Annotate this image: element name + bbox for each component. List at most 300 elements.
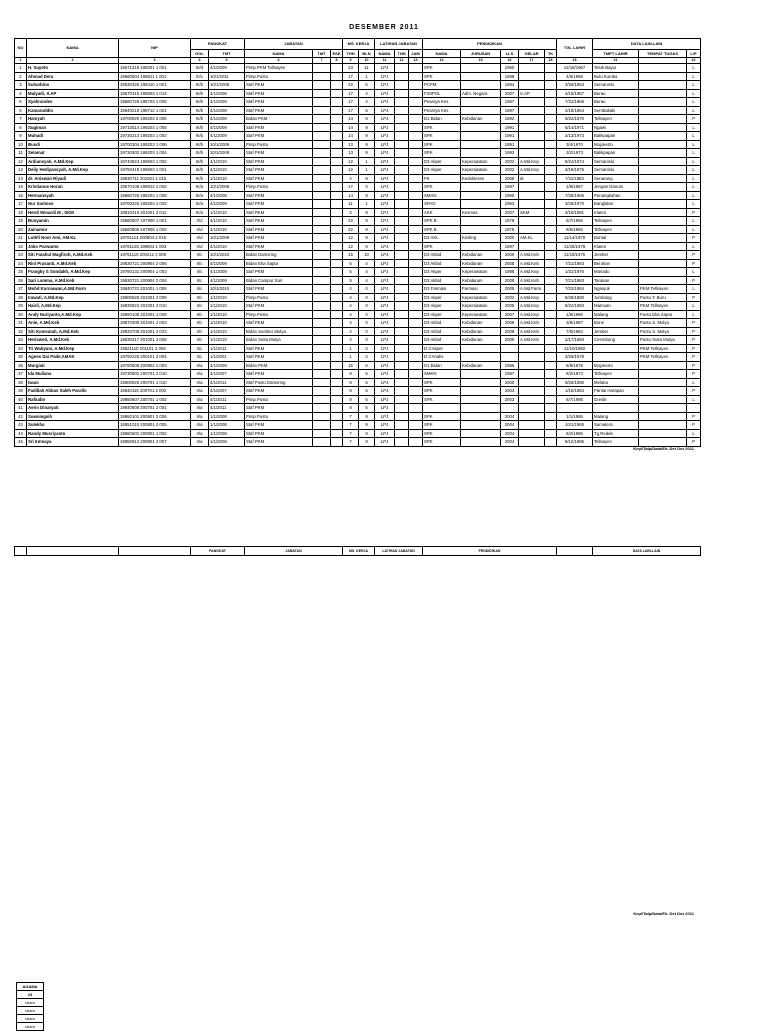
table-cell	[409, 149, 423, 158]
table-cell: 12	[343, 157, 359, 166]
table-cell	[395, 106, 409, 115]
column-number: 1	[15, 58, 27, 64]
table-cell	[313, 157, 331, 166]
table-cell	[395, 166, 409, 175]
col-ms-kerja: MS. KERJA	[343, 39, 375, 50]
column-number: 15	[461, 58, 501, 64]
table-cell: 3	[15, 81, 27, 90]
table-cell: 4/1/2009	[209, 276, 245, 285]
table-cell	[313, 115, 331, 124]
column-number: 11	[375, 58, 395, 64]
table-cell: 19800828 201001 2 009	[119, 293, 191, 302]
table-cell: LPJ	[375, 412, 395, 421]
table-cell	[545, 242, 557, 251]
table-cell: 26	[15, 276, 27, 285]
col-jab-tmt: TMT	[313, 50, 331, 58]
table-cell: 19830721 200904 2 004	[119, 276, 191, 285]
table-cell: 8	[15, 123, 27, 132]
table-cell: 19830824 201001 2 010	[119, 302, 191, 311]
table-cell	[395, 174, 409, 183]
table-cell	[395, 421, 409, 430]
table-cell	[313, 140, 331, 149]
table-cell: SPK	[423, 412, 461, 421]
table-cell	[461, 344, 501, 353]
table-cell	[395, 217, 409, 226]
table-row	[15, 395, 701, 404]
table-cell	[519, 225, 545, 234]
table-cell: II/d	[191, 217, 209, 226]
bottom-header-cell: LATIHAN JABATAN	[375, 547, 423, 556]
table-cell	[331, 395, 343, 404]
table-row	[15, 81, 701, 90]
table-cell	[313, 89, 331, 98]
table-row	[15, 106, 701, 115]
table-cell: Staf PKM	[245, 242, 313, 251]
table-cell: 1/1/2010	[209, 302, 245, 311]
table-cell	[461, 421, 501, 430]
table-cell: 9	[359, 132, 375, 141]
table-cell: 1/1/2011	[209, 344, 245, 353]
table-cell	[313, 378, 331, 387]
table-cell: L	[687, 285, 701, 294]
table-cell	[639, 191, 687, 200]
column-number: 12	[395, 58, 409, 64]
table-cell: 1/1/2008	[209, 412, 245, 421]
table-cell	[331, 429, 343, 438]
table-cell	[331, 115, 343, 124]
table-cell: 5/14/1971	[557, 123, 593, 132]
table-cell: 19860108 201001 1 008	[119, 310, 191, 319]
table-cell: D3 Akper	[423, 157, 461, 166]
table-cell: 19671218 198301 1 001	[119, 64, 191, 73]
table-cell: 12	[15, 157, 27, 166]
table-cell: 9	[359, 191, 375, 200]
table-cell: 4	[343, 285, 359, 294]
table-cell: 4	[343, 310, 359, 319]
table-cell: P	[687, 412, 701, 421]
employee-name: Sulekha	[27, 421, 119, 430]
col-tmt: TMT	[209, 50, 245, 58]
table-cell	[461, 132, 501, 141]
table-cell	[331, 421, 343, 430]
table-cell: Ngawi	[593, 123, 639, 132]
table-cell	[545, 157, 557, 166]
table-cell	[461, 217, 501, 226]
table-cell: 1996	[501, 361, 519, 370]
table-cell	[545, 149, 557, 158]
table-cell	[519, 217, 545, 226]
table-cell	[331, 353, 343, 362]
table-row	[15, 302, 701, 311]
table-cell	[545, 268, 557, 277]
table-cell	[409, 81, 423, 90]
table-cell: 4	[343, 336, 359, 345]
table-cell	[313, 336, 331, 345]
table-cell: 7	[343, 429, 359, 438]
table-cell: LPJ	[375, 293, 395, 302]
table-cell	[331, 81, 343, 90]
table-cell	[395, 293, 409, 302]
table-cell: 19830711 201001 1 016	[119, 174, 191, 183]
table-cell: 14	[343, 132, 359, 141]
table-cell: 9/26/1980	[557, 378, 593, 387]
table-row	[15, 166, 701, 175]
table-cell: Pimp.Pustu	[245, 72, 313, 81]
table-row	[15, 378, 701, 387]
employee-name: Muhadi	[27, 132, 119, 141]
table-cell	[545, 81, 557, 90]
table-cell: LPJ	[375, 285, 395, 294]
table-cell: 0	[359, 353, 375, 362]
table-cell	[331, 234, 343, 243]
table-cell	[639, 242, 687, 251]
table-cell: 7	[343, 412, 359, 421]
table-cell	[331, 200, 343, 209]
table-cell: 4/1/2010	[209, 225, 245, 234]
table-cell: P	[687, 361, 701, 370]
table-cell: Keperawatan	[461, 157, 501, 166]
table-cell	[461, 72, 501, 81]
table-cell: Bidan Campur Sari	[245, 276, 313, 285]
table-cell: 4/1/2009	[209, 132, 245, 141]
table-cell: A.Md.Kep	[519, 310, 545, 319]
table-cell	[545, 191, 557, 200]
table-cell	[519, 64, 545, 73]
table-cell: LPJ	[375, 319, 395, 328]
table-cell: III/c	[191, 72, 209, 81]
table-cell: 0	[359, 293, 375, 302]
table-cell: III/d	[191, 64, 209, 73]
table-cell: 2007	[501, 310, 519, 319]
table-cell: LPJ	[375, 276, 395, 285]
table-cell: 19851010 200801 2 005	[119, 421, 191, 430]
table-cell: 1988	[501, 72, 519, 81]
table-cell: Berau	[593, 98, 639, 107]
agama-cell: Islam	[17, 1023, 44, 1031]
table-cell: Nganjuk	[593, 285, 639, 294]
table-cell: 9	[359, 412, 375, 421]
table-cell	[409, 353, 423, 362]
table-cell: AKK	[423, 208, 461, 217]
table-cell	[409, 166, 423, 175]
table-cell: 13	[15, 166, 27, 175]
table-cell	[313, 395, 331, 404]
table-cell: 2005	[501, 285, 519, 294]
table-row	[15, 140, 701, 149]
table-cell: 9	[359, 421, 375, 430]
table-cell: II/a	[191, 387, 209, 396]
table-cell	[545, 106, 557, 115]
table-cell: 9	[359, 438, 375, 447]
table-row	[15, 327, 701, 336]
table-cell	[313, 268, 331, 277]
table-row	[15, 115, 701, 124]
table-cell	[331, 310, 343, 319]
table-cell: LPJ	[375, 251, 395, 260]
table-cell	[313, 387, 331, 396]
table-cell	[519, 183, 545, 192]
column-number: 8	[331, 58, 343, 64]
table-cell: L	[687, 106, 701, 115]
table-cell	[409, 370, 423, 379]
table-cell	[545, 302, 557, 311]
table-cell: 1	[15, 64, 27, 73]
col-pend-nama: NAMA	[423, 50, 461, 58]
table-cell: 2002	[501, 293, 519, 302]
table-cell: S.AP	[519, 89, 545, 98]
table-cell: P	[687, 319, 701, 328]
table-cell: 19830721 200904 2 006	[119, 259, 191, 268]
table-cell	[395, 276, 409, 285]
table-row	[15, 285, 701, 294]
table-cell: Bone	[593, 319, 639, 328]
table-cell	[331, 149, 343, 158]
table-cell: 18	[15, 208, 27, 217]
employee-name: Siti Komsatah, A.Md.Keb	[27, 327, 119, 336]
table-cell: A.Md.Keb	[519, 327, 545, 336]
table-cell: 4	[343, 302, 359, 311]
table-cell: III/b	[191, 166, 209, 175]
table-cell	[395, 132, 409, 141]
table-cell: 6	[359, 81, 375, 90]
table-cell: 2008	[501, 327, 519, 336]
table-cell: Semanislo	[593, 157, 639, 166]
table-cell: III/b	[191, 157, 209, 166]
table-cell	[639, 140, 687, 149]
col-nip: NIP	[119, 39, 191, 58]
table-cell	[639, 72, 687, 81]
table-cell	[639, 81, 687, 90]
table-cell	[545, 438, 557, 447]
table-cell	[639, 64, 687, 73]
table-cell: Keperawatan	[461, 310, 501, 319]
table-row	[15, 225, 701, 234]
table-row	[15, 310, 701, 319]
table-cell: LPJ	[375, 200, 395, 209]
table-row	[15, 123, 701, 132]
table-cell	[313, 132, 331, 141]
table-cell	[519, 98, 545, 107]
table-cell: 10/1/2008	[209, 81, 245, 90]
table-cell	[461, 183, 501, 192]
table-cell: 11/25/1978	[557, 242, 593, 251]
table-cell	[395, 123, 409, 132]
table-row	[15, 293, 701, 302]
table-cell	[409, 115, 423, 124]
table-cell: Staf PKM	[245, 174, 313, 183]
table-cell	[409, 361, 423, 370]
table-cell: LPJ	[375, 370, 395, 379]
bottom-header-cell: PANGKAT	[191, 547, 245, 556]
table-cell: II/c	[191, 353, 209, 362]
table-cell: 4/1/2011	[209, 378, 245, 387]
table-cell: D3 Farmasi	[423, 285, 461, 294]
table-cell: Balikpapan	[593, 149, 639, 158]
table-cell: 8	[343, 387, 359, 396]
table-cell: Bontal	[593, 234, 639, 243]
table-cell	[545, 276, 557, 285]
table-cell: 9	[15, 132, 27, 141]
employee-name: Fadillah Abbas Saleh Parallo	[27, 387, 119, 396]
table-cell	[519, 191, 545, 200]
table-cell	[409, 302, 423, 311]
table-cell	[639, 268, 687, 277]
col-lat-nama: NAMA	[375, 50, 395, 58]
table-cell: II/a	[191, 378, 209, 387]
table-cell: 5	[359, 378, 375, 387]
table-cell: 4	[359, 276, 375, 285]
table-cell: SPK	[423, 72, 461, 81]
table-cell: LPJ	[375, 259, 395, 268]
table-cell: P	[687, 421, 701, 430]
table-cell: II/c	[191, 327, 209, 336]
table-cell	[395, 319, 409, 328]
table-cell: Staf PKM	[245, 429, 313, 438]
table-cell	[461, 200, 501, 209]
employee-name: Mohd Kurniawan,A.Md.Farm	[27, 285, 119, 294]
table-row	[15, 242, 701, 251]
table-cell	[395, 268, 409, 277]
table-cell: 9	[359, 242, 375, 251]
table-cell: Tellsayen	[593, 217, 639, 226]
table-cell: D 3 Analis	[423, 353, 461, 362]
table-cell: 2008	[501, 259, 519, 268]
table-cell: Staf PKM	[245, 404, 313, 413]
table-cell: III/b	[191, 132, 209, 141]
table-cell: II/a	[191, 412, 209, 421]
table-cell: PKM Tellsayen	[639, 344, 687, 353]
table-cell	[409, 293, 423, 302]
table-cell: SPK	[423, 242, 461, 251]
table-cell	[313, 200, 331, 209]
table-cell	[519, 378, 545, 387]
table-cell	[313, 438, 331, 447]
table-cell: 8	[343, 370, 359, 379]
table-cell: 41	[15, 404, 27, 413]
table-cell	[313, 64, 331, 73]
table-cell: 6/7/1956	[557, 217, 593, 226]
table-cell: 8/24/1974	[557, 157, 593, 166]
table-cell	[639, 200, 687, 209]
table-cell: 1990	[501, 191, 519, 200]
table-cell: L	[687, 72, 701, 81]
table-cell: 19760131 200904 1 003	[119, 268, 191, 277]
table-cell: Kebidanan	[461, 319, 501, 328]
table-cell: SPK	[423, 183, 461, 192]
table-cell	[545, 89, 557, 98]
table-cell: 1	[359, 157, 375, 166]
col-lat-thn: THN	[395, 50, 409, 58]
bottom-empty-cell	[557, 547, 593, 556]
table-cell: III/a	[191, 200, 209, 209]
table-cell	[395, 327, 409, 336]
employee-name: Andy Nuriyanto,A.Md.Kep	[27, 310, 119, 319]
agama-col-number: 23	[17, 991, 44, 999]
table-cell: L	[687, 64, 701, 73]
table-cell: 35	[15, 353, 27, 362]
table-cell	[519, 438, 545, 447]
table-cell: D3 Akper	[423, 166, 461, 175]
table-cell: 5	[359, 370, 375, 379]
table-cell	[519, 72, 545, 81]
table-cell	[409, 200, 423, 209]
table-cell	[519, 149, 545, 158]
employee-name: Selamat	[27, 149, 119, 158]
table-cell	[519, 200, 545, 209]
table-cell: 8/28/1980	[557, 293, 593, 302]
table-cell: 19790225 200101 2 004	[119, 353, 191, 362]
table-cell	[395, 429, 409, 438]
employee-name: Syahrandes	[27, 98, 119, 107]
table-cell: Staf PKM	[245, 387, 313, 396]
col-tmpt-lahir: TMPT LAHIR	[593, 50, 639, 58]
table-cell	[331, 72, 343, 81]
table-cell: 17	[343, 72, 359, 81]
table-cell: Staf PKM	[245, 217, 313, 226]
table-cell	[519, 429, 545, 438]
table-cell: 9/12/1985	[557, 438, 593, 447]
employee-name: Herisweti, A.Md.Keb	[27, 336, 119, 345]
table-cell	[409, 183, 423, 192]
bottom-empty-cell	[15, 547, 27, 556]
table-cell: 2003	[501, 395, 519, 404]
table-cell	[461, 378, 501, 387]
table-cell: dr	[519, 174, 545, 183]
table-cell: 4/19/1975	[557, 166, 593, 175]
table-cell: 39	[15, 387, 27, 396]
table-cell: L	[687, 140, 701, 149]
table-cell: 19840116 200701 2 002	[119, 387, 191, 396]
table-cell: L	[687, 310, 701, 319]
table-cell	[545, 183, 557, 192]
table-cell: 23	[15, 251, 27, 260]
table-cell	[545, 174, 557, 183]
table-row	[15, 319, 701, 328]
table-cell: Staf PKM	[245, 285, 313, 294]
table-cell: Bidan Eka Sapta	[245, 259, 313, 268]
table-cell: Sumatera	[593, 421, 639, 430]
table-cell: Tg.Redeb	[593, 429, 639, 438]
table-cell: 19560806 197908 1 002	[119, 225, 191, 234]
table-cell	[593, 353, 639, 362]
table-cell: II/d	[191, 234, 209, 243]
table-cell: 4/1/2009	[209, 98, 245, 107]
table-cell: Berau	[593, 89, 639, 98]
table-cell: 6/2/1973	[557, 370, 593, 379]
table-cell: LPJ	[375, 268, 395, 277]
table-cell: Balikpapan	[593, 132, 639, 141]
table-cell: Staf PKM	[245, 421, 313, 430]
table-cell: 4/1/2009	[209, 115, 245, 124]
table-cell: 37	[15, 370, 27, 379]
table-cell: Staf PKM	[245, 268, 313, 277]
table-cell: 5	[359, 106, 375, 115]
table-cell: Sembakaki	[593, 106, 639, 115]
table-cell: 5	[359, 387, 375, 396]
table-cell: D3 Akper	[423, 310, 461, 319]
table-cell: 11	[343, 200, 359, 209]
table-cell: D3 Akbid	[423, 251, 461, 260]
table-cell: 3/26/1970	[557, 200, 593, 209]
table-cell: 33	[15, 336, 27, 345]
table-row	[15, 353, 701, 362]
table-cell	[331, 285, 343, 294]
table-cell: 1987	[501, 98, 519, 107]
table-cell	[331, 370, 343, 379]
table-cell	[519, 115, 545, 124]
employee-name: Deily Hediyansyah, A.Md.Kep	[27, 166, 119, 175]
table-cell: D3 Akbid	[423, 276, 461, 285]
